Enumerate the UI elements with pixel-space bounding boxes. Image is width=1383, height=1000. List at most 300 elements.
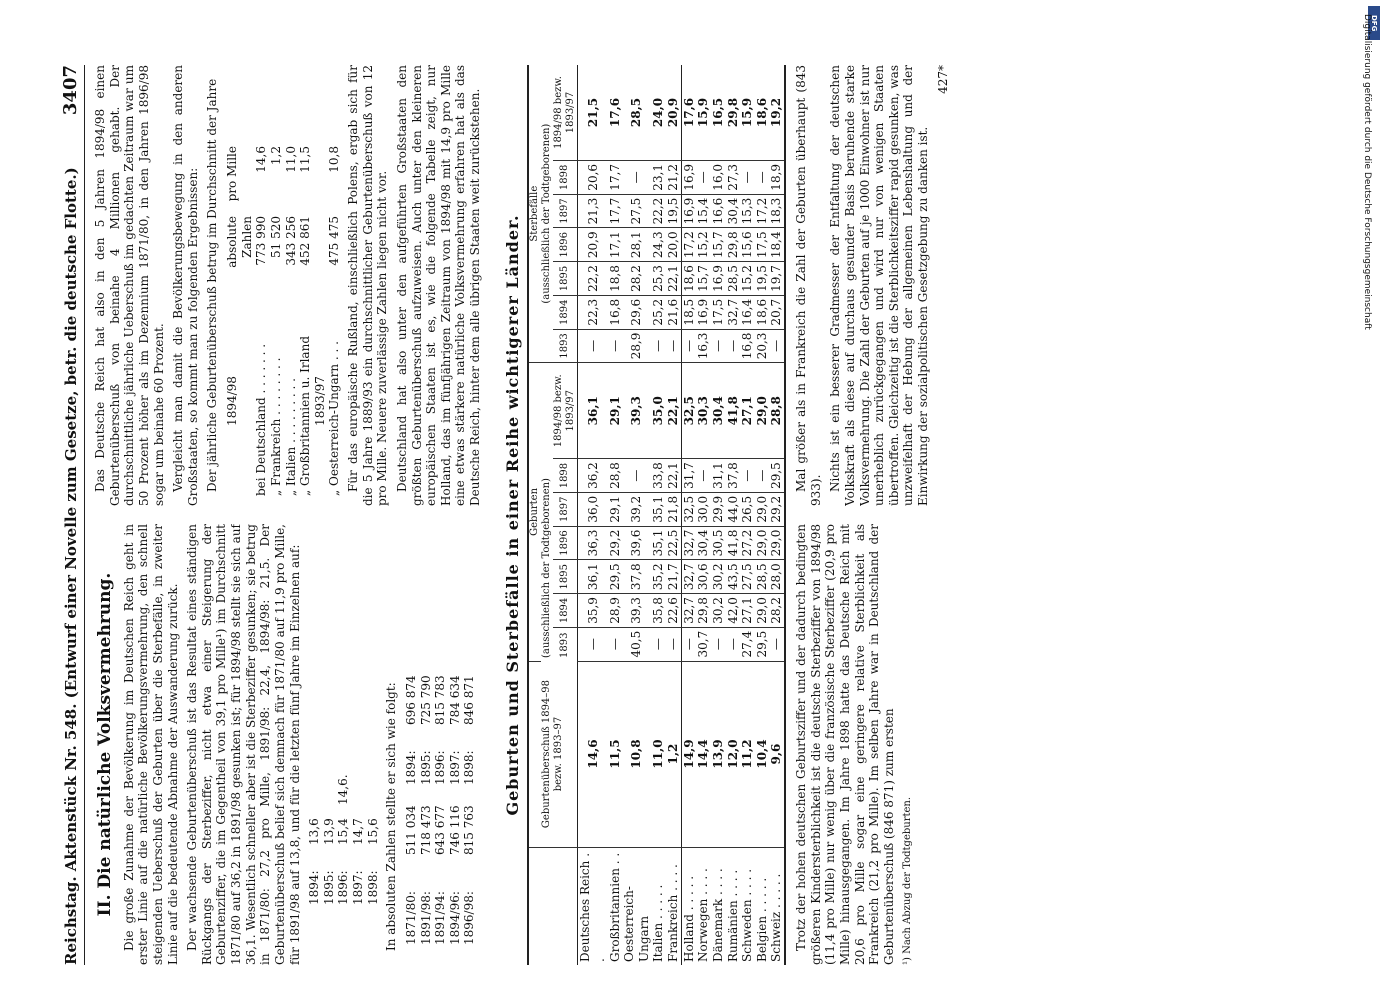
deaths-cell: 17,7 xyxy=(608,194,623,228)
births-cell: 30,2 xyxy=(711,594,726,628)
births-cell: 30,4 xyxy=(711,363,726,459)
table-row xyxy=(622,65,651,965)
absolute: 51 520 xyxy=(268,216,283,258)
births-cell: 36,1 xyxy=(578,560,608,594)
births-cell: 30,4 xyxy=(696,526,711,560)
years-average: 14,6. xyxy=(336,774,351,805)
surplus-cell: 11,5 xyxy=(608,661,623,847)
births-cell: 29,0 xyxy=(755,492,770,526)
absolute: 475 475 xyxy=(327,216,342,266)
paragraph: Trotz der hohen deutschen Geburtsziffer und der dadurch bedingten größeren Kindersterblichkeit ist die deutsche Sterbeziffer von 1894/98 (11,4 pro Mille) nur wenig über die französische Sterbeziffer (20,9 pro Mille) hinausgegangen. Im Jahre 1898 hatte das Deutsche Reich mit 20,6 pro Mille sogar eine geringere relative Sterblichkeit als Frankreich (21,2 pro Mille). Im selben Jahre war in Deutschland der Geburtenüberschuß (846 871) zum ersten xyxy=(794,524,896,965)
births-cell: 29,5 xyxy=(755,627,770,661)
paragraph: Für das europäische Rußland, einschließlich Polens, ergab sich für die 5 Jahre 1889/93 ein durchschnittlicher Geburtenüberschuß von 12 pro Mille. Neuere zuverlässige Zahlen liegen nicht vor. xyxy=(346,65,390,506)
deaths-cell: 20,9 xyxy=(666,65,681,160)
deaths-cell: 18,4 xyxy=(769,228,785,262)
period: 1898: xyxy=(462,750,477,785)
document-page xyxy=(60,65,1345,965)
table-row xyxy=(681,65,696,965)
births-cell: 28,9 xyxy=(608,594,623,628)
year-header: 1894/98 bezw. 1893/97 xyxy=(553,65,578,160)
year-label: 1894: xyxy=(307,870,322,905)
births-cell: 26,5 xyxy=(740,492,755,526)
period: 1894: xyxy=(403,750,418,785)
header-title: Reichstag. Aktenstück Nr. 548. (Entwurf einer Novelle zum Gesetze, betr. die deutsche Flotte.) xyxy=(62,167,80,965)
births-cell: 29,8 xyxy=(696,594,711,628)
deaths-cell: — xyxy=(740,160,755,194)
deaths-cell: 27,5 xyxy=(622,194,651,228)
births-cell: 22,1 xyxy=(666,363,681,459)
deaths-cell: 19,2 xyxy=(769,65,785,160)
year-header: 1893 xyxy=(558,632,570,659)
births-cell: 32,5 xyxy=(681,363,696,459)
absolute: 773 990 xyxy=(254,216,269,266)
deaths-cell: 16,8 xyxy=(608,295,623,329)
deaths-header: Sterbefälle xyxy=(528,65,541,363)
births-cell: 27,5 xyxy=(740,560,755,594)
births-cell: 29,1 xyxy=(608,363,623,459)
table-title: Geburten und Sterbefälle in einer Reihe wichtigerer Länder. xyxy=(503,214,522,816)
births-cell: 30,2 xyxy=(711,560,726,594)
deaths-cell: 30,4 xyxy=(726,194,741,228)
deaths-cell: 15,6 xyxy=(740,228,755,262)
deaths-cell: 28,2 xyxy=(622,262,651,296)
births-cell: 39,2 xyxy=(622,492,651,526)
surplus-table-1 xyxy=(225,65,342,496)
period-heading: 1894/98 xyxy=(225,376,239,426)
deaths-cell: 28,5 xyxy=(726,262,741,296)
year-header: 1896 xyxy=(553,228,578,262)
surplus-cell: 14,4 xyxy=(696,661,711,847)
absolute-numbers-table xyxy=(404,524,477,945)
smaller-states-group xyxy=(681,65,785,965)
deaths-cell: 21,2 xyxy=(666,160,681,194)
deaths-cell: 16,9 xyxy=(681,160,696,194)
year-value: 15,6 xyxy=(365,818,380,845)
births-cell: 30,3 xyxy=(696,363,711,459)
year-header: 1895 xyxy=(553,262,578,296)
year-header: 1898 xyxy=(553,459,578,493)
table-row xyxy=(740,65,755,965)
paragraph: Die große Zunahme der Bevölkerung im Deutschen Reich geht in erster Linie auf die natürliche Bevölkerungsvermehrung, den schnell steigenden Ueberschuß der Geburten über die Sterbefälle, in zweiter Linie auf die bedeutende Abnahme der Auswanderung zurück. xyxy=(121,524,180,965)
paragraph: Deutschland hat also unter den aufgeführten Großstaaten den größten Geburtenüberschuß aufzuweisen. Auch unter den kleineren europäischen Staaten ist es, wie die folgende Tabelle zeigt, nur Holland, das im fünfjährigen Zeitraum von 1894/98 mit 14,9 pro Mille eine etwas stärkere natürliche Volksvermehrung erfahren hat als das Deutsche Reich, hinter dem alle übrigen Staaten weit zurückstehen. xyxy=(394,65,482,506)
period: 1895: xyxy=(418,750,433,785)
surplus-cell: 13,9 xyxy=(711,661,726,847)
births-cell: 29,2 xyxy=(608,526,623,560)
deaths-cell: — xyxy=(608,329,623,363)
births-cell: 28,0 xyxy=(769,560,785,594)
deaths-cell: 20,9 xyxy=(578,228,608,262)
value: 718 473 xyxy=(418,805,433,855)
period: 1891/94: xyxy=(433,891,448,945)
per-mille: 10,8 xyxy=(327,146,342,173)
deaths-cell: 22,3 xyxy=(578,295,608,329)
births-cell: 41,8 xyxy=(726,526,741,560)
deaths-cell: 17,7 xyxy=(608,160,623,194)
country-cell: Norwegen . . . . xyxy=(696,868,711,962)
births-cell: — xyxy=(608,627,623,661)
births-cell: — xyxy=(769,627,785,661)
deaths-cell: 16,9 xyxy=(711,262,726,296)
country-cell: Schweiz . . . . . xyxy=(769,873,784,962)
deaths-cell: 22,2 xyxy=(578,262,608,296)
great-powers-group xyxy=(578,65,681,965)
surplus-cell: 10,8 xyxy=(622,661,651,847)
deaths-cell: 16,0 xyxy=(711,160,726,194)
births-cell: 39,3 xyxy=(622,594,651,628)
births-cell: 35,0 xyxy=(651,363,666,459)
country-cell: Schweden . . . . xyxy=(740,868,755,962)
period: 1871/80: xyxy=(403,891,418,945)
births-cell: 22,5 xyxy=(666,526,681,560)
country-cell: Holland . . . . . xyxy=(681,875,696,962)
deaths-cell: — xyxy=(578,329,608,363)
births-cell: 37,8 xyxy=(726,459,741,493)
births-cell: 29,1 xyxy=(608,492,623,526)
deaths-cell: 20,6 xyxy=(578,160,608,194)
bottom-left-column xyxy=(794,524,950,965)
births-cell: 30,7 xyxy=(696,627,711,661)
births-cell: 35,8 xyxy=(651,594,666,628)
deaths-cell: 19,7 xyxy=(769,262,785,296)
births-cell: 27,1 xyxy=(740,594,755,628)
births-cell: 29,0 xyxy=(755,594,770,628)
births-cell: 31,1 xyxy=(711,459,726,493)
country-cell: Großbritannien . . xyxy=(607,852,622,962)
deaths-cell: 18,6 xyxy=(681,262,696,296)
period: 1896/98: xyxy=(462,891,477,945)
births-cell: 35,1 xyxy=(651,492,666,526)
surplus-cell: 14,9 xyxy=(681,661,696,847)
births-cell: — xyxy=(711,627,726,661)
births-cell: 32,7 xyxy=(681,526,696,560)
births-cell: — xyxy=(666,627,681,661)
deaths-cell: 19,5 xyxy=(666,194,681,228)
period-heading: 1893/97 xyxy=(312,376,327,426)
period: 1896: xyxy=(433,750,448,785)
deaths-cell: 17,2 xyxy=(755,194,770,228)
year-label: 1898: xyxy=(365,870,380,905)
deaths-cell: 20,7 xyxy=(769,295,785,329)
deaths-cell: 24,0 xyxy=(651,65,666,160)
deaths-cell: 22,1 xyxy=(666,262,681,296)
births-cell: 41,8 xyxy=(726,363,741,459)
deaths-cell: 22,2 xyxy=(651,194,666,228)
column-heading: absolute Zahlen xyxy=(225,216,254,268)
country: „ Großbritannien u. Irland xyxy=(298,335,313,496)
deaths-cell: 16,5 xyxy=(711,65,726,160)
births-cell: 27,2 xyxy=(740,526,755,560)
births-cell: 27,4 xyxy=(740,627,755,661)
bottom-right-column xyxy=(794,65,950,506)
births-cell: — xyxy=(578,627,608,661)
value: 511 034 xyxy=(403,805,418,855)
value: 696 874 xyxy=(403,675,418,725)
births-cell: — xyxy=(681,627,696,661)
births-cell: 29,0 xyxy=(755,363,770,459)
year-header: 1895 xyxy=(553,560,578,594)
births-cell: 22,1 xyxy=(666,459,681,493)
table-row xyxy=(651,65,666,965)
deaths-cell: 18,8 xyxy=(608,262,623,296)
country: „ Italien . . . . . . . . . xyxy=(283,378,298,496)
births-cell: — xyxy=(696,459,711,493)
births-cell: 28,5 xyxy=(755,560,770,594)
births-cell: 30,0 xyxy=(696,492,711,526)
births-header: Geburten xyxy=(528,363,541,661)
margin-note: Digitalisierung gefördert durch die Deutsche Forschungsgemeinschaft xyxy=(1362,14,1372,330)
surplus-cell: 1,2 xyxy=(666,661,681,847)
paragraph: Vergleicht man damit die Bevölkerungsbewegung in den anderen Großstaaten, so kommt man zu folgenden Ergebnissen: xyxy=(171,65,200,506)
deaths-cell: 17,2 xyxy=(681,228,696,262)
births-cell: 32,7 xyxy=(681,560,696,594)
births-cell: 27,1 xyxy=(740,363,755,459)
surplus-cell: 9,6 xyxy=(769,661,785,847)
births-subheader: (ausschließlich der Todtgeborenen) xyxy=(540,478,552,659)
value: 725 790 xyxy=(418,675,433,725)
per-mille: 14,6 xyxy=(254,146,269,173)
deaths-cell: 17,6 xyxy=(681,65,696,160)
value: 846 871 xyxy=(462,675,477,725)
births-cell: 30,6 xyxy=(696,560,711,594)
page-mark: 427* xyxy=(935,65,950,94)
value: 815 783 xyxy=(433,675,448,725)
deaths-cell: 21,3 xyxy=(578,194,608,228)
births-cell: 29,9 xyxy=(711,492,726,526)
births-cell: — xyxy=(755,459,770,493)
deaths-cell: 15,9 xyxy=(696,65,711,160)
births-cell: 43,5 xyxy=(726,560,741,594)
year-value: 14,7 xyxy=(351,818,366,845)
deaths-cell: 15,2 xyxy=(696,228,711,262)
year-header: 1893 xyxy=(553,329,578,363)
table-row xyxy=(755,65,770,965)
births-cell: 29,2 xyxy=(769,492,785,526)
year-label: 1897: xyxy=(351,870,366,905)
year-header: 1894 xyxy=(553,594,578,628)
paragraph: Mal größer als in Frankreich die Zahl der Geburten überhaupt (843 933). xyxy=(794,65,823,506)
deaths-cell: — xyxy=(651,329,666,363)
births-cell: 39,6 xyxy=(622,526,651,560)
surplus-column-header: Geburtenüberschuß 1894–98 bezw. 1893–97 xyxy=(528,661,578,847)
surplus-cell: 14,6 xyxy=(578,661,608,847)
year-header: 1897 xyxy=(553,492,578,526)
births-cell: — xyxy=(726,627,741,661)
deaths-cell: 15,2 xyxy=(740,262,755,296)
births-cell: 21,7 xyxy=(666,560,681,594)
births-cell: 37,8 xyxy=(622,560,651,594)
deaths-cell: 15,3 xyxy=(740,194,755,228)
births-cell: 29,5 xyxy=(769,459,785,493)
surplus-cell: 10,4 xyxy=(755,661,770,847)
year-header: 1896 xyxy=(553,526,578,560)
deaths-cell: — xyxy=(769,329,785,363)
left-column xyxy=(93,524,493,965)
deaths-cell: 21,5 xyxy=(578,65,608,160)
bottom-section xyxy=(794,65,950,965)
deaths-cell: 27,3 xyxy=(726,160,741,194)
deaths-cell: 15,9 xyxy=(740,65,755,160)
deaths-cell: — xyxy=(726,329,741,363)
deaths-cell: 24,3 xyxy=(651,228,666,262)
births-cell: 32,7 xyxy=(681,594,696,628)
deaths-cell: 17,5 xyxy=(711,295,726,329)
deaths-cell: 17,5 xyxy=(755,228,770,262)
year-header: 1894/98 bezw. 1893/97 xyxy=(553,363,578,459)
births-cell: — xyxy=(740,459,755,493)
surplus-cell: 11,0 xyxy=(651,661,666,847)
births-cell: 40,5 xyxy=(622,627,651,661)
births-cell: 32,5 xyxy=(681,492,696,526)
deaths-cell: — xyxy=(622,160,651,194)
table-row xyxy=(726,65,741,965)
period: 1897: xyxy=(447,750,462,785)
country-cell: Belgien . . . . . xyxy=(754,877,769,962)
surplus-cell: 11,2 xyxy=(740,661,755,847)
table-row xyxy=(769,65,785,965)
deaths-cell: 28,5 xyxy=(622,65,651,160)
value: 746 116 xyxy=(447,805,462,855)
births-cell: 28,8 xyxy=(608,459,623,493)
deaths-cell: 15,4 xyxy=(696,194,711,228)
births-cell: 30,5 xyxy=(711,526,726,560)
paragraph: Der jährliche Geburtenüberschuß betrug im Durchschnitt der Jahre xyxy=(205,78,220,492)
table-row xyxy=(666,65,681,965)
births-cell: 33,8 xyxy=(651,459,666,493)
births-cell: 35,1 xyxy=(651,526,666,560)
deaths-cell: 18,5 xyxy=(681,295,696,329)
page-header xyxy=(60,65,85,965)
deaths-cell: 25,2 xyxy=(651,295,666,329)
births-cell: — xyxy=(651,627,666,661)
year-header: 1894 xyxy=(553,295,578,329)
value: 643 677 xyxy=(433,805,448,855)
year-header: 1898 xyxy=(553,160,578,194)
section-title: II. Die natürliche Volksvermehrung. xyxy=(95,572,115,917)
deaths-cell: 28,1 xyxy=(622,228,651,262)
absolute: 452 861 xyxy=(298,216,313,266)
births-cell: 22,6 xyxy=(666,594,681,628)
births-cell: 35,9 xyxy=(578,594,608,628)
deaths-cell: 20,3 xyxy=(755,329,770,363)
births-cell: 21,8 xyxy=(666,492,681,526)
deaths-cell: 16,9 xyxy=(681,194,696,228)
country-cell: Rumänien . . . . xyxy=(725,869,740,962)
deaths-cell: 25,3 xyxy=(651,262,666,296)
page-number: 3407 xyxy=(60,65,81,116)
births-cell: 42,0 xyxy=(726,594,741,628)
country: „ Frankreich . . . . . . . . xyxy=(268,357,283,496)
right-column xyxy=(93,65,493,506)
deaths-cell: — xyxy=(681,329,696,363)
period: 1891/98: xyxy=(418,891,433,945)
deaths-cell: — xyxy=(755,160,770,194)
country-column-header xyxy=(528,847,578,965)
deaths-cell: 16,4 xyxy=(740,295,755,329)
births-cell: 31,7 xyxy=(681,459,696,493)
deaths-cell: 21,6 xyxy=(666,295,681,329)
births-deaths-table xyxy=(527,65,787,965)
per-mille: 11,0 xyxy=(283,146,298,173)
deaths-cell: 19,5 xyxy=(755,262,770,296)
year-header: 1897 xyxy=(553,194,578,228)
paragraph: Der wachsende Geburtenüberschuß ist das Resultat eines ständigen Rückgangs der Sterbeziffer, nicht etwa einer Steigerung der Geburtenziffer, die im Gegentheil von 39,1 pro Mille¹) im Durchschnitt 1871/80 auf 36,2 in 1891/98 gesunken ist; für 1894/98 stellt sie sich auf 36,1. Wesentlich schneller aber ist die Sterbeziffer gesunken; sie betrug in 1871/80: 27,2 pro Mille, 1891/98: 22,4, 1894/98: 21,5. Der Geburtenüberschuß belief sich demnach für 1871/80 auf 11,9 pro Mille, für 1891/98 auf 13,8, und für die letzten fünf Jahre im Einzelnen auf: xyxy=(185,524,302,965)
deaths-cell: 32,7 xyxy=(726,295,741,329)
deaths-cell: 20,0 xyxy=(666,228,681,262)
surplus-cell: 12,0 xyxy=(726,661,741,847)
column-heading: pro Mille xyxy=(225,146,239,202)
country: bei Deutschland . . . . . . . xyxy=(254,343,269,496)
year-label: 1895: xyxy=(321,870,336,905)
year-value: 13,6 xyxy=(307,818,322,845)
table-row xyxy=(696,65,711,965)
country: „ Oesterreich-Ungarn . . . xyxy=(327,341,342,496)
deaths-cell: 16,8 xyxy=(740,329,755,363)
deaths-cell: 18,3 xyxy=(769,194,785,228)
deaths-cell: — xyxy=(696,160,711,194)
country-cell: Dänemark . . . . xyxy=(710,868,725,962)
year-value: 13,9 xyxy=(321,818,336,845)
deaths-cell: 23,1 xyxy=(651,160,666,194)
per-mille: 1,2 xyxy=(268,146,283,166)
deaths-cell: 18,6 xyxy=(755,295,770,329)
births-cell: 36,0 xyxy=(578,492,608,526)
births-cell: 35,2 xyxy=(651,560,666,594)
deaths-cell: 29,8 xyxy=(726,228,741,262)
upper-section xyxy=(93,65,493,965)
deaths-cell: 16,3 xyxy=(696,329,711,363)
country-cell: Deutsches Reich . . xyxy=(578,852,607,962)
table-row xyxy=(608,65,623,965)
deaths-cell: 28,9 xyxy=(622,329,651,363)
deaths-cell: 18,6 xyxy=(755,65,770,160)
births-cell: 36,2 xyxy=(578,459,608,493)
births-cell: — xyxy=(622,459,651,493)
country-cell: Italien . . . . . xyxy=(651,884,666,962)
deaths-cell: — xyxy=(711,329,726,363)
table-row xyxy=(711,65,726,965)
value: 784 634 xyxy=(447,675,462,725)
period: 1894/96: xyxy=(447,891,462,945)
country-cell: Oesterreich-Ungarn xyxy=(622,886,651,962)
births-cell: 36,3 xyxy=(578,526,608,560)
births-cell: 29,0 xyxy=(755,526,770,560)
year-value: 15,4 xyxy=(336,818,351,845)
births-cell: 39,3 xyxy=(622,363,651,459)
births-cell: 29,0 xyxy=(769,526,785,560)
value: 815 763 xyxy=(462,805,477,855)
footnote: ¹) Nach Abzug der Todtgeburten. xyxy=(902,796,914,965)
deaths-cell: 29,8 xyxy=(726,65,741,160)
table-row xyxy=(578,65,608,965)
year-label: 1896: xyxy=(336,870,351,905)
deaths-cell: 15,7 xyxy=(711,228,726,262)
paragraph: Das Deutsche Reich hat also in den 5 Jahren 1894/98 einen Geburtenüberschuß von beinahe 4 Millionen gehabt. Der durchschnittliche jährliche Ueberschuß im gedachten Zeitraum war um 50 Prozent höher als im Dezennium 1871/80, in den Jahren 1896/98 sogar um beinahe 60 Prozent. xyxy=(93,65,166,506)
paragraph: In absoluten Zahlen stellte er sich wie folgt: xyxy=(384,682,399,951)
deaths-cell: 29,6 xyxy=(622,295,651,329)
births-cell: 44,0 xyxy=(726,492,741,526)
births-cell: 28,2 xyxy=(769,594,785,628)
year-surplus-list xyxy=(307,524,380,905)
deaths-cell: — xyxy=(666,329,681,363)
deaths-cell: 15,7 xyxy=(696,262,711,296)
births-cell: 36,1 xyxy=(578,363,608,459)
per-mille: 11,5 xyxy=(298,146,313,173)
paragraph: Nichts ist ein besserer Gradmesser der Entfaltung der deutschen Volkskraft als diese auf durchaus gesunder Basis beruhende starke Volksvermehrung. Die Zahl der Geburten auf je 1000 Einwohner ist nur unerheblich zurückgegangen und wird nur von wenigen Staaten übertroffen. Gleichzeitig ist die Sterblichkeitsziffer rapid gesunken, was unzweifelhaft der Hebung der allgemeinen Lebenshaltung und der Einwirkung der sozialpolitischen Gesetzgebung zu danken ist. xyxy=(828,65,931,506)
country-cell: Frankreich . . . . xyxy=(666,864,681,962)
deaths-cell: 18,9 xyxy=(769,160,785,194)
deaths-subheader: (ausschließlich der Todtgeborenen) xyxy=(541,65,553,363)
births-cell: 28,8 xyxy=(769,363,785,459)
